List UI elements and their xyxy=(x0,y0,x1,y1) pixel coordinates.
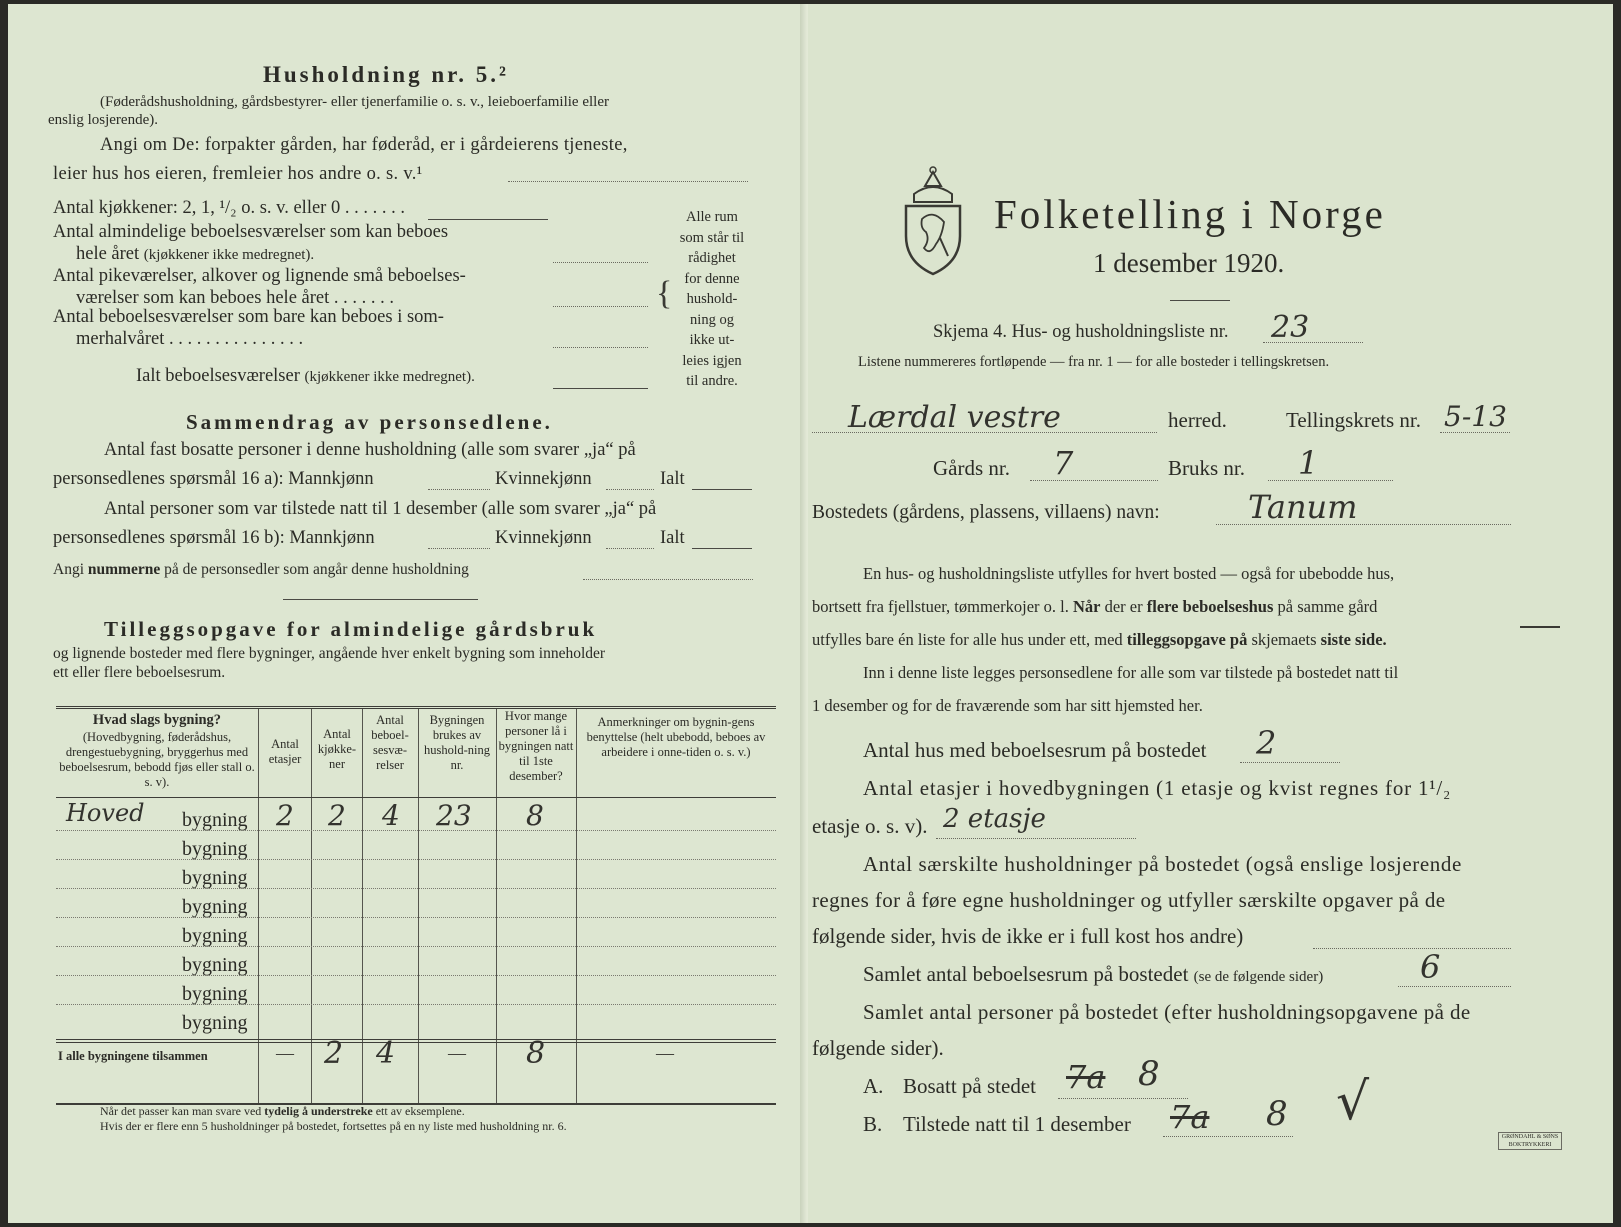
etasjer-value[interactable]: 2 etasje xyxy=(943,804,1046,834)
row5-label: bygning xyxy=(182,925,248,947)
b-struck: 7a xyxy=(1170,1098,1210,1136)
a-struck: 7a xyxy=(1066,1058,1106,1096)
fast-mann-field[interactable] xyxy=(428,489,490,490)
kjokkener-field[interactable] xyxy=(428,219,548,220)
summary-title: Sammendrag av personsedlene. xyxy=(186,410,553,434)
sommer-field[interactable] xyxy=(553,347,648,348)
fast-ialt-field[interactable] xyxy=(692,489,752,490)
row8-label: bygning xyxy=(182,1012,248,1034)
tilstede-line-2: personsedlenes spørsmål 16 b): Mannkjønn xyxy=(53,528,375,548)
title-divider xyxy=(1170,300,1230,301)
etasjer-line1: Antal etasjer i hovedbygningen (1 etasje og kvist regnes for 1¹/₂ xyxy=(863,776,1452,800)
b-value[interactable]: 8 xyxy=(1266,1094,1288,1134)
b-field[interactable] xyxy=(1163,1136,1293,1137)
left-page xyxy=(8,4,808,1223)
tillegg-title: Tilleggsopgave for almindelige gårdsbruk xyxy=(104,617,598,641)
nummerne-field[interactable] xyxy=(583,579,753,580)
total-brukes: — xyxy=(448,1043,466,1063)
fast-line-2: personsedlenes spørsmål 16 a): Mannkjønn xyxy=(53,469,374,489)
hus-field[interactable] xyxy=(1240,762,1340,763)
tilstede-kvinne-field[interactable] xyxy=(606,548,654,549)
col-header-kjokkener: Antal kjøkke-ner xyxy=(317,727,357,771)
angi-line-2: leier hus hos eieren, fremleier hos andre o. s. v.¹ xyxy=(53,164,423,184)
tilstede-line-1: Antal personer som var tilstede natt til 1 desember (alle som svarer „ja“ på xyxy=(104,499,657,519)
col-header-personer: Hvor mange personer lå i bygningen natt til 1ste desember? xyxy=(498,709,574,783)
col-header-brukes: Bygningen brukes av hushold-ning nr. xyxy=(424,713,490,772)
angi-line-1: Angi om De: forpakter gården, har føderåd, er i gårdeierens tjeneste, xyxy=(100,135,628,155)
total-label: I alle bygningene tilsammen xyxy=(58,1049,208,1063)
row1-etasjer[interactable]: 2 xyxy=(276,799,294,832)
tillegg-note-1: og lignende bosteder med flere bygninger, angående hver enkelt bygning som inneholder xyxy=(53,645,606,662)
total-etasjer: — xyxy=(276,1043,294,1063)
samlet-rum-value[interactable]: 6 xyxy=(1420,948,1441,986)
herred-label: herred. xyxy=(1168,408,1227,432)
saer-line1: Antal særskilte husholdninger på bostedet (også enslige losjerende xyxy=(863,852,1462,876)
ialt-label: Ialt beboelsesværelser (kjøkkener ikke medregnet). xyxy=(136,366,475,386)
krets-value[interactable]: 5-13 xyxy=(1444,400,1507,433)
row6-label: bygning xyxy=(182,954,248,976)
footnote-2: Hvis der er flere enn 5 husholdninger på bostedet, fortsettes på en ny liste med husholdning nr. 6. xyxy=(100,1119,567,1133)
tilstede-mann-field[interactable] xyxy=(428,548,490,549)
etasjer-line2: etasje o. s. v). xyxy=(812,814,928,838)
gards-value[interactable]: 7 xyxy=(1053,444,1074,482)
census-sheet xyxy=(8,4,1613,1223)
household-title: Husholdning nr. 5.² xyxy=(263,62,509,87)
pike-field[interactable] xyxy=(553,306,648,307)
total-beboelse[interactable]: 4 xyxy=(376,1036,396,1071)
row1-beboelse[interactable]: 4 xyxy=(382,799,400,832)
form-title: Folketelling i Norge xyxy=(994,191,1386,237)
coat-of-arms-icon xyxy=(900,164,966,276)
divider xyxy=(283,599,478,600)
col-header-type: Hvad slags bygning? (Hovedbygning, føderådshus, drengestuebygning, bryggerhus med beboelsesrum, bebodd fjøs eller stall o. s. v). xyxy=(59,712,255,789)
samlet-pers-line1: Samlet antal personer på bostedet (efter husholdningsopgavene på de xyxy=(863,1000,1471,1024)
row1-type[interactable]: Hoved xyxy=(66,799,145,827)
total-kjokkener[interactable]: 2 xyxy=(324,1036,344,1071)
gards-field[interactable] xyxy=(1030,480,1158,481)
para2-line2: 1 desember og for de fraværende som har sitt hjemsted her. xyxy=(812,696,1203,715)
form-subtitle: 1 desember 1920. xyxy=(1093,248,1285,278)
a-text: Bosatt på stedet xyxy=(903,1074,1036,1098)
skjema-label: Skjema 4. Hus- og husholdningsliste nr. xyxy=(933,322,1229,342)
samlet-rum-label: Samlet antal beboelsesrum på bostedet (se de følgende sider) xyxy=(863,962,1324,986)
buildings-table xyxy=(56,706,776,1105)
para1-line1: En hus- og husholdningsliste utfylles for hvert bosted — også for ubebodde hus, xyxy=(863,564,1395,583)
etasjer-field[interactable] xyxy=(936,838,1136,839)
kjokkener-label: Antal kjøkkener: 2, 1, ¹/₂ o. s. v. eller 0 . . . . . . . xyxy=(53,198,405,218)
bruks-label: Bruks nr. xyxy=(1168,456,1246,480)
para1-line2: bortsett fra fjellstuer, tømmerkojer o. l. Når der er flere beboelseshus på samme gård xyxy=(812,597,1378,616)
tilstede-kvinne-label: Kvinnekjønn xyxy=(495,528,592,548)
a-label: A. xyxy=(863,1074,884,1098)
fast-kvinne-label: Kvinnekjønn xyxy=(495,469,592,489)
row1-kjokkener[interactable]: 2 xyxy=(328,799,346,832)
brace-note: Alle rum som står til rådighet for denne hushold- ning og ikke ut- leies igjen til andre. xyxy=(679,209,745,389)
col-header-etasjer: Antal etasjer xyxy=(268,737,302,766)
para2-line1: Inn i denne liste legges personsedlene for alle som var tilstede på bostedet natt til xyxy=(863,663,1399,682)
total-personer[interactable]: 8 xyxy=(526,1036,546,1071)
household-note-1: (Føderådshusholdning, gårdsbestyrer- eller tjenerfamilie o. s. v., leieboerfamilie eller xyxy=(100,94,609,110)
brace: { xyxy=(656,275,673,312)
samlet-pers-line2: følgende sider). xyxy=(812,1036,944,1060)
b-text: Tilstede natt til 1 desember xyxy=(903,1112,1131,1136)
edge-mark xyxy=(1520,626,1560,628)
skjema-nr-value[interactable]: 23 xyxy=(1271,310,1310,345)
household-note: enslig losjerende). xyxy=(48,112,158,128)
pike-line-1: Antal pikeværelser, alkover og lignende små beboelses- xyxy=(53,266,466,286)
row1-personer[interactable]: 8 xyxy=(526,799,544,832)
right-page xyxy=(808,4,1613,1223)
sommer-line-1: Antal beboelsesværelser som bare kan beboes i som- xyxy=(53,307,444,327)
listene-note: Listene nummereres fortløpende — fra nr. 1 — for alle bosteder i tellingskretsen. xyxy=(858,354,1330,370)
herred-value[interactable]: Lærdal vestre xyxy=(848,400,1061,435)
saer-line3: følgende sider, hvis de ikke er i full kost hos andre) xyxy=(812,924,1244,948)
hus-value[interactable]: 2 xyxy=(1256,724,1277,762)
angi-answer-line[interactable] xyxy=(508,181,748,182)
bruks-field[interactable] xyxy=(1268,480,1393,481)
fast-kvinne-field[interactable] xyxy=(606,489,654,490)
bosted-label: Bostedets (gårdens, plassens, villaens) navn: xyxy=(812,502,1160,523)
samlet-rum-field[interactable] xyxy=(1398,986,1511,987)
row1-label: bygning xyxy=(182,809,248,831)
footnote-1: Når det passer kan man svare ved tydelig å understreke ett av eksemplene. xyxy=(100,1104,465,1118)
check-mark-icon: √ xyxy=(1336,1072,1370,1132)
printer-stamp: GRØNDAHL & SØNS BOKTRYKKERI xyxy=(1498,1132,1562,1150)
row3-label: bygning xyxy=(182,867,248,889)
bruks-value[interactable]: 1 xyxy=(1298,444,1319,482)
saer-field[interactable] xyxy=(1313,948,1511,949)
row2-label: bygning xyxy=(182,838,248,860)
fast-ialt-label: Ialt xyxy=(660,469,685,489)
krets-label: Tellingskrets nr. xyxy=(1286,408,1422,432)
pike-line-2: værelser som kan beboes hele året . . . . . . . xyxy=(76,288,395,308)
bosted-value[interactable]: Tanum xyxy=(1248,488,1358,526)
a-value[interactable]: 8 xyxy=(1138,1054,1160,1094)
b-label: B. xyxy=(863,1112,883,1136)
row4-label: bygning xyxy=(182,896,248,918)
row1-brukes[interactable]: 23 xyxy=(436,799,472,832)
tillegg-note-2: ett eller flere beboelsesrum. xyxy=(53,664,226,681)
alm-line-1: Antal almindelige beboelsesværelser som kan beboes xyxy=(53,222,449,242)
total-anm: — xyxy=(656,1043,674,1063)
saer-line2: regnes for å føre egne husholdninger og utfyller særskilte opgaver på de xyxy=(812,888,1446,912)
col-header-anmerkninger: Anmerkninger om bygnin-gens benyttelse (helt ubebodd, beboes av arbeidere i onne-tiden o. s. v.) xyxy=(586,715,766,759)
nummerne-line: Angi nummerne på de personsedler som angår denne husholdning xyxy=(53,561,469,578)
row7-label: bygning xyxy=(182,983,248,1005)
alm-field[interactable] xyxy=(553,262,648,263)
col-header-beboelse: Antal beboel-sesvæ-relser xyxy=(371,713,409,772)
tilstede-ialt-label: Ialt xyxy=(660,528,685,548)
fast-line-1: Antal fast bosatte personer i denne husholdning (alle som svarer „ja“ på xyxy=(104,440,636,460)
gards-label: Gårds nr. xyxy=(933,456,1010,480)
a-field[interactable] xyxy=(1058,1098,1188,1099)
para1-line3: utfylles bare én liste for alle hus under ett, med tilleggsopgave på skjemaets siste side. xyxy=(812,630,1387,649)
ialt-field[interactable] xyxy=(553,388,648,389)
tilstede-ialt-field[interactable] xyxy=(692,548,752,549)
hus-label: Antal hus med beboelsesrum på bostedet xyxy=(863,738,1207,762)
alm-line-2: hele året (kjøkkener ikke medregnet). xyxy=(76,244,315,264)
sommer-line-2: merhalvåret . . . . . . . . . . . . . . . xyxy=(76,329,304,349)
